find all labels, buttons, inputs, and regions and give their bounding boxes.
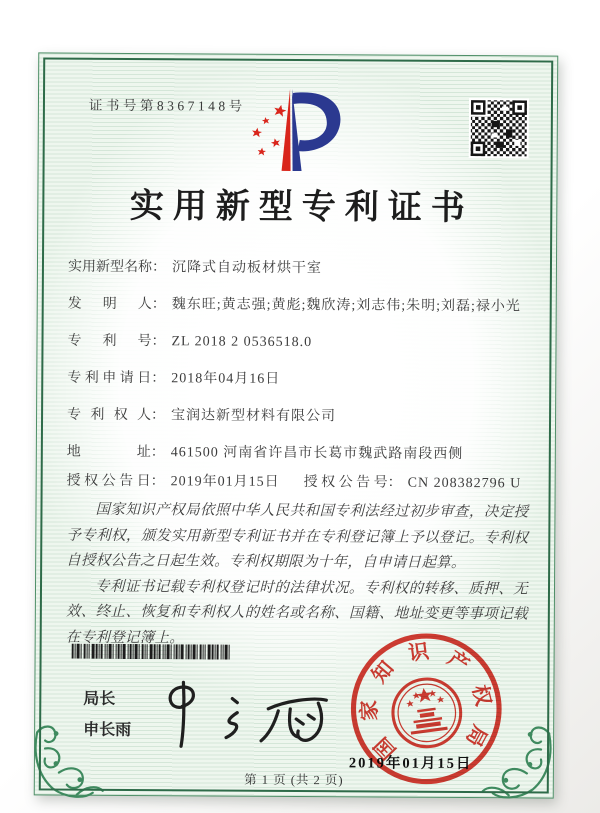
field-value: CN 208382796 U xyxy=(407,475,522,492)
field-label: 专利权人 xyxy=(67,407,152,424)
field-value: 2018年04月16日 xyxy=(171,371,281,387)
field-row-patentee xyxy=(67,404,531,430)
field-colon: ： xyxy=(151,297,166,313)
field-list xyxy=(67,256,533,510)
field-pair-grant-no xyxy=(304,475,522,491)
field-label: 专利申请日 xyxy=(67,370,152,387)
logo-stars-icon xyxy=(251,103,287,155)
svg-text:产: 产 xyxy=(443,647,473,678)
seal-date: 2019年01月15日 xyxy=(348,755,473,773)
officer-title: 局长 xyxy=(83,690,116,708)
svg-text:国: 国 xyxy=(370,732,401,763)
field-colon: ： xyxy=(150,445,165,461)
certificate xyxy=(34,52,559,798)
field-colon: ： xyxy=(150,474,165,490)
seal-emblem-icon xyxy=(389,675,465,751)
corner-flourish-left-icon xyxy=(23,696,120,805)
field-value: 沉降式自动板材烘干室 xyxy=(171,260,323,277)
field-label: 授权公告日 xyxy=(66,473,151,490)
field-value: 魏东旺;黄志强;黄彪;魏欣涛;刘志伟;朱明;刘磊;禄小光 xyxy=(171,297,522,315)
barcode-icon xyxy=(72,644,232,660)
field-label: 实用新型名称 xyxy=(67,259,153,276)
field-label: 授权公告号 xyxy=(303,475,388,491)
field-value: ZL 2018 2 0536518.0 xyxy=(171,334,313,351)
field-value: 宝润达新型材料有限公司 xyxy=(171,408,337,425)
signature xyxy=(140,672,356,763)
field-row-inventors xyxy=(68,293,532,319)
field-colon: ： xyxy=(151,408,166,424)
qr-code-icon xyxy=(469,98,529,158)
certificate-title: 实用新型专利证书 xyxy=(129,187,474,228)
certificate-number: 证书号第8367148号 xyxy=(88,97,246,114)
field-colon: ： xyxy=(151,260,167,276)
svg-text:权: 权 xyxy=(467,682,495,709)
legal-paragraph: 专利证书记载专利权登记时的法律状况。专利权的转移、质押、无效、终止、恢复和专利权人的姓名或名称、国籍、地址变更等事项记载在专利登记簿上。 xyxy=(65,578,529,646)
svg-text:知: 知 xyxy=(368,657,399,688)
svg-text:识: 识 xyxy=(407,640,431,666)
field-label: 专利号 xyxy=(67,333,152,350)
field-row-address xyxy=(67,441,531,467)
field-label: 发明人 xyxy=(67,296,152,313)
signature-strokes-icon xyxy=(140,672,356,763)
legal-paragraph: 国家知识产权局依照中华人民共和国专利法经过初步审查，决定授予专利权，颁发实用新型专利证书并在专利登记簿上予以登记。专利权自授权公告之日起生效。专利权期限为十年，自申请日起算。 xyxy=(66,501,529,572)
page-footer: 第 1 页 (共 2 页) xyxy=(244,772,344,788)
field-row-filing-date xyxy=(67,367,531,393)
svg-text:家: 家 xyxy=(358,699,382,721)
field-colon: ： xyxy=(151,371,166,387)
cnipa-logo-icon xyxy=(228,81,379,180)
field-row-patent-no xyxy=(67,330,531,356)
field-colon: ： xyxy=(151,334,166,350)
field-value: 2019年01月15日 xyxy=(170,474,280,490)
officer-name: 申长雨 xyxy=(83,721,132,739)
field-value: 461500 河南省许昌市长葛市魏武路南段西侧 xyxy=(170,445,464,463)
svg-text:局: 局 xyxy=(461,721,491,750)
field-row-grant xyxy=(67,470,531,496)
field-label: 地址 xyxy=(66,444,151,461)
field-row-name xyxy=(68,256,532,282)
field-colon: ： xyxy=(387,475,402,491)
